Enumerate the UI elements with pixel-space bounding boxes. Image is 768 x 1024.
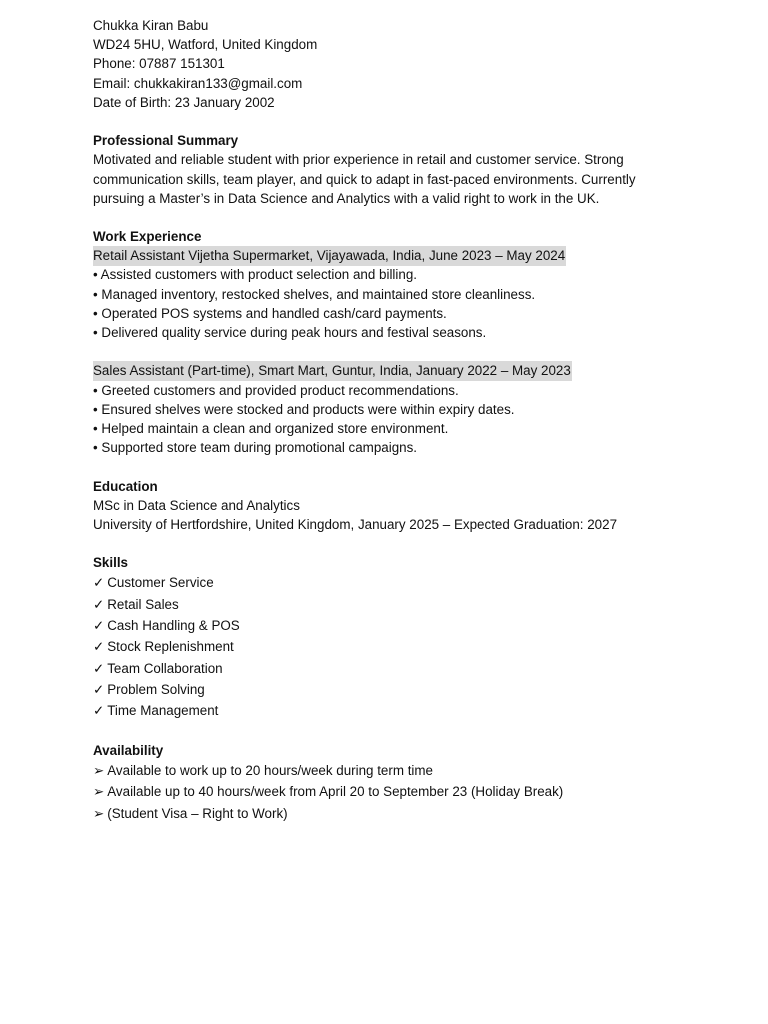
contact-address: WD24 5HU, Watford, United Kingdom (93, 37, 318, 53)
job-title: Sales Assistant (Part-time), Smart Mart, Guntur, India, January 2022 – May 2023 (93, 361, 572, 380)
job-bullet: • Supported store team during promotional campaigns. (93, 440, 418, 456)
work-heading: Work Experience (93, 229, 202, 245)
checkmark-icon: ✓ (93, 596, 105, 612)
availability-item (93, 760, 693, 781)
skill-item (93, 658, 693, 679)
education-section (93, 477, 693, 535)
job-bullet: • Assisted customers with product selection and billing. (93, 267, 417, 283)
job-bullet: • Delivered quality service during peak hours and festival seasons. (93, 325, 487, 341)
summary-heading: Professional Summary (93, 133, 239, 149)
job-title: Retail Assistant Vijetha Supermarket, Vijayawada, India, June 2023 – May 2024 (93, 246, 566, 265)
skill-item (93, 615, 693, 636)
job-entry (93, 361, 693, 457)
work-section (93, 227, 693, 457)
availability-item (93, 803, 693, 824)
checkmark-icon: ✓ (93, 639, 105, 655)
skill-label: Customer Service (107, 575, 214, 591)
availability-label: (Student Visa – Right to Work) (107, 805, 288, 821)
skill-item (93, 679, 693, 700)
skills-heading: Skills (93, 555, 128, 571)
job-bullet: • Operated POS systems and handled cash/card payments. (93, 305, 447, 321)
skill-label: Problem Solving (107, 681, 205, 697)
summary-section (93, 131, 693, 208)
skill-label: Stock Replenishment (107, 639, 234, 655)
availability-heading: Availability (93, 742, 164, 758)
availability-label: Available to work up to 20 hours/week during term time (107, 762, 433, 778)
job-bullet: • Ensured shelves were stocked and products were within expiry dates. (93, 401, 515, 417)
education-institution: University of Hertfordshire, United Kingdom, January 2025 – Expected Graduation: 2027 (93, 516, 618, 532)
job-bullet: • Greeted customers and provided product recommendations. (93, 382, 459, 398)
contact-block (93, 16, 693, 112)
checkmark-icon: ✓ (93, 681, 105, 697)
skill-item (93, 700, 693, 721)
checkmark-icon: ✓ (93, 703, 105, 719)
summary-text: Motivated and reliable student with prior experience in retail and customer service. Strong communication skills, team player, and quick to adapt in fast-paced environments. Currently pursuing a Master’s in Data Science and Analytics with a valid right to work in the UK. (93, 152, 636, 206)
availability-item (93, 781, 693, 802)
education-heading: Education (93, 478, 158, 494)
contact-dob: Date of Birth: 23 January 2002 (93, 94, 275, 110)
skill-label: Cash Handling & POS (107, 618, 240, 634)
arrow-bullet-icon: ➢ (93, 762, 105, 778)
arrow-bullet-icon: ➢ (93, 784, 105, 800)
job-bullet: • Helped maintain a clean and organized store environment. (93, 420, 449, 436)
skill-item (93, 594, 693, 615)
checkmark-icon: ✓ (93, 575, 105, 591)
availability-section (93, 741, 693, 824)
contact-email: Email: chukkakiran133@gmail.com (93, 75, 303, 91)
skill-label: Team Collaboration (107, 660, 223, 676)
resume-document (93, 16, 693, 824)
skill-label: Retail Sales (107, 596, 179, 612)
arrow-bullet-icon: ➢ (93, 805, 105, 821)
job-bullet: • Managed inventory, restocked shelves, and maintained store cleanliness. (93, 286, 536, 302)
job-entry (93, 246, 693, 342)
education-degree: MSc in Data Science and Analytics (93, 497, 300, 513)
availability-label: Available up to 40 hours/week from April 20 to September 23 (Holiday Break) (107, 784, 564, 800)
contact-name: Chukka Kiran Babu (93, 18, 209, 33)
contact-phone: Phone: 07887 151301 (93, 56, 225, 72)
checkmark-icon: ✓ (93, 660, 105, 676)
skills-section (93, 553, 693, 721)
skill-item (93, 636, 693, 657)
skill-item (93, 572, 693, 593)
checkmark-icon: ✓ (93, 618, 105, 634)
skill-label: Time Management (107, 703, 219, 719)
